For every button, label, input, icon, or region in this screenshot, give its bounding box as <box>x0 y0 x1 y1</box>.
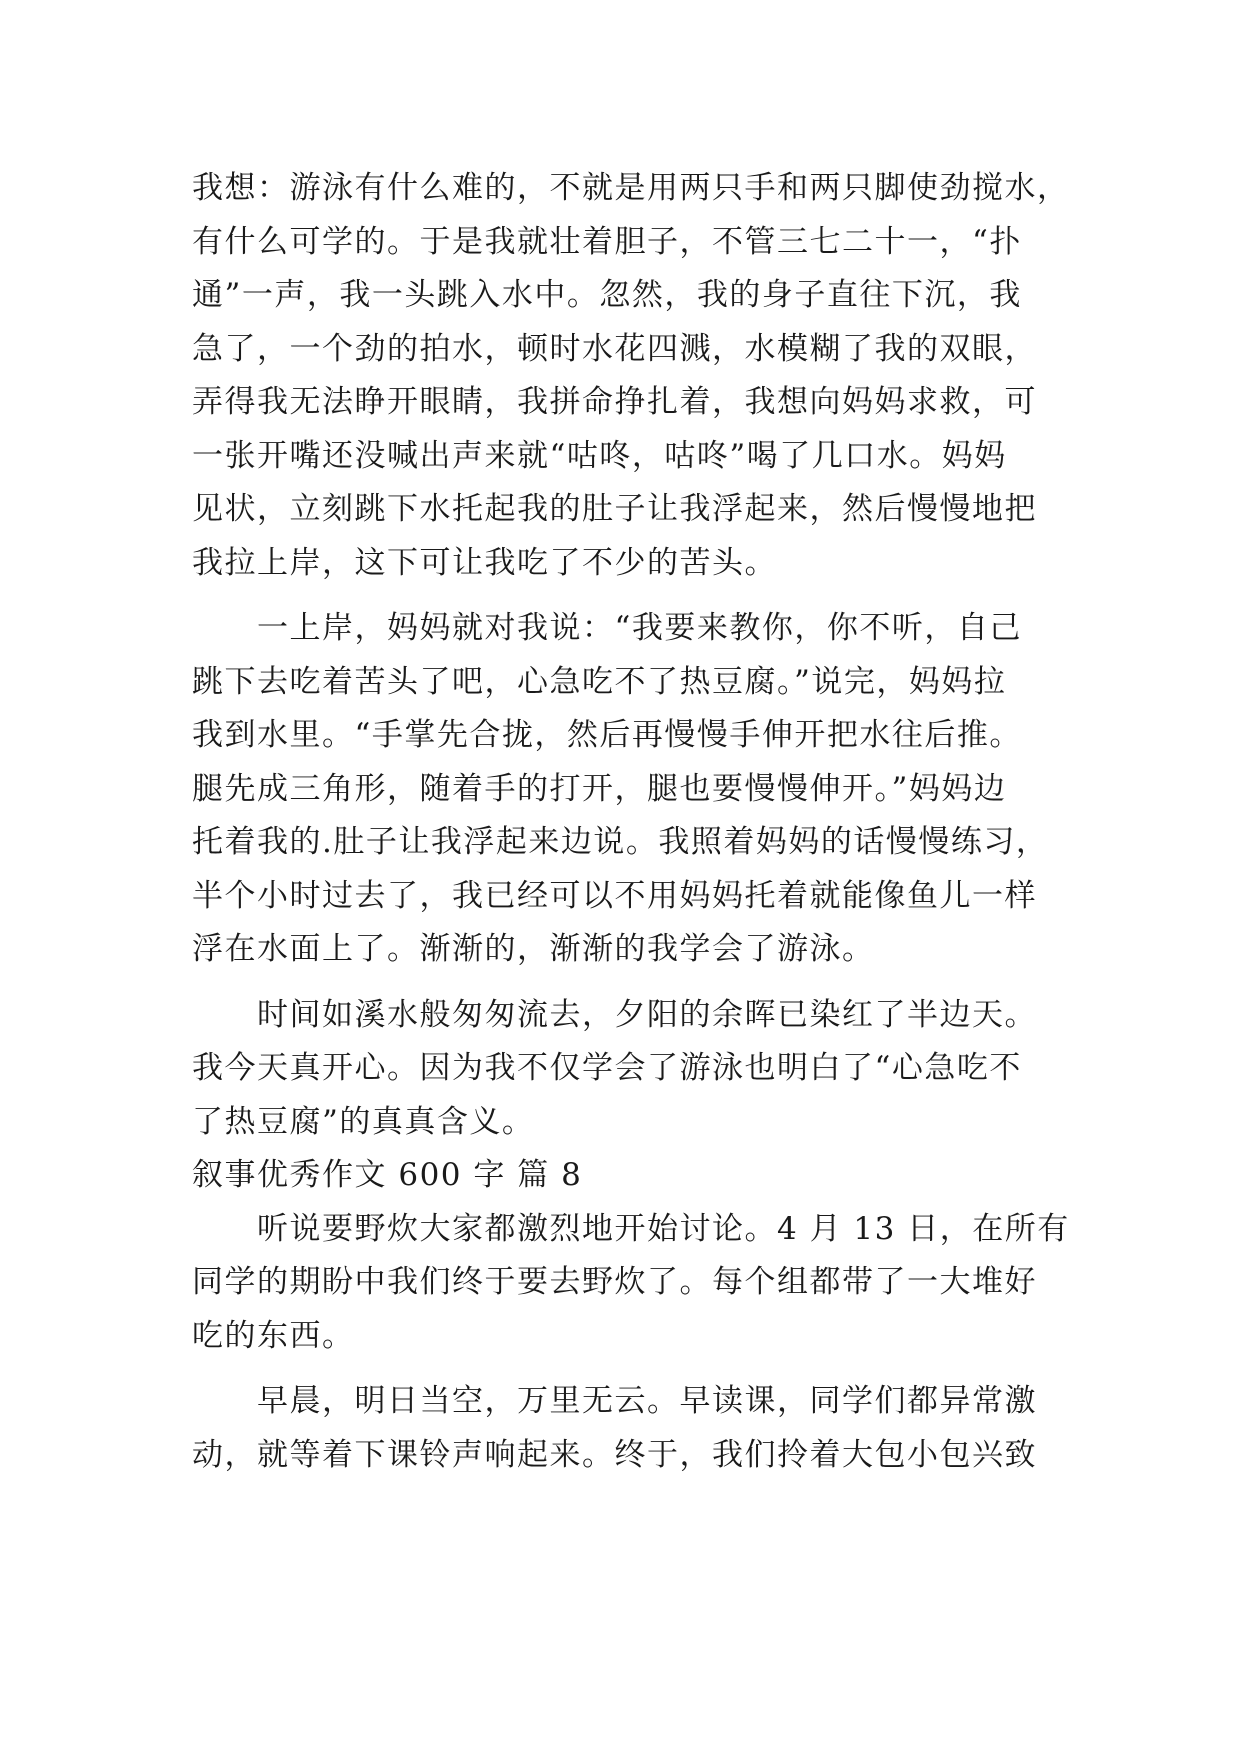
text-line: 腿先成三角形，随着手的打开，腿也要慢慢伸开。”妈妈边 <box>192 770 1007 807</box>
text-line: 吃的东西。 <box>192 1317 355 1354</box>
text-line: 托着我的.肚子让我浮起来边说。我照着妈妈的话慢慢练习， <box>192 824 1049 860</box>
text-line: 一上岸，妈妈就对我说：“我要来教你，你不听，自己 <box>257 610 1022 646</box>
text-line: 同学的期盼中我们终于要去野炊了。每个组都带了一大堆好 <box>192 1264 1037 1300</box>
text-line: 一张开嘴还没喊出声来就“咕咚，咕咚”喝了几口水。妈妈 <box>192 437 1007 474</box>
text-line: 动，就等着下课铃声响起来。终于，我们拎着大包小包兴致 <box>192 1436 1037 1473</box>
paragraph <box>192 162 1072 590</box>
document-body <box>192 162 1072 1482</box>
paragraph <box>192 1203 1072 1364</box>
text-line: 我到水里。“手掌先合拢，然后再慢慢手伸开把水往后推。 <box>192 717 1022 753</box>
text-line: 我想：游泳有什么难的，不就是用两只手和两只脚使劲搅水， <box>192 170 1070 206</box>
text-line: 弄得我无法睁开眼睛，我拼命挣扎着，我想向妈妈求救，可 <box>192 384 1037 420</box>
text-line: 有什么可学的。于是我就壮着胆子，不管三七二十一，“扑 <box>192 223 1022 260</box>
text-line: 了热豆腐”的真真含义。 <box>192 1103 535 1140</box>
text-line: 我拉上岸，这下可让我吃了不少的苦头。 <box>192 544 777 581</box>
paragraph <box>192 1375 1072 1482</box>
text-line: 跳下去吃着苦头了吧，心急吃不了热豆腐。”说完，妈妈拉 <box>192 663 1007 700</box>
text-line: 见状，立刻跳下水托起我的肚子让我浮起来，然后慢慢地把 <box>192 491 1037 527</box>
text-line: 听说要野炊大家都激烈地开始讨论。4 月 13 日，在所有 <box>257 1210 1070 1247</box>
text-line: 急了，一个劲的拍水，顿时水花四溅，水模糊了我的双眼， <box>192 330 1037 367</box>
text-line: 时间如溪水般匆匆流去，夕阳的余晖已染红了半边天。 <box>257 996 1037 1033</box>
text-line: 我今天真开心。因为我不仅学会了游泳也明白了“心急吃不 <box>192 1050 1022 1086</box>
text-line: 早晨，明日当空，万里无云。早读课，同学们都异常激 <box>257 1383 1037 1419</box>
paragraph <box>192 602 1072 977</box>
text-line: 通”一声，我一头跳入水中。忽然，我的身子直往下沉，我 <box>192 277 1022 313</box>
paragraph <box>192 989 1072 1150</box>
section-heading: 叙事优秀作文 600 字 篇 8 <box>192 1157 583 1193</box>
text-line: 浮在水面上了。渐渐的，渐渐的我学会了游泳。 <box>192 931 875 967</box>
text-line: 半个小时过去了，我已经可以不用妈妈托着就能像鱼儿一样 <box>192 877 1037 914</box>
